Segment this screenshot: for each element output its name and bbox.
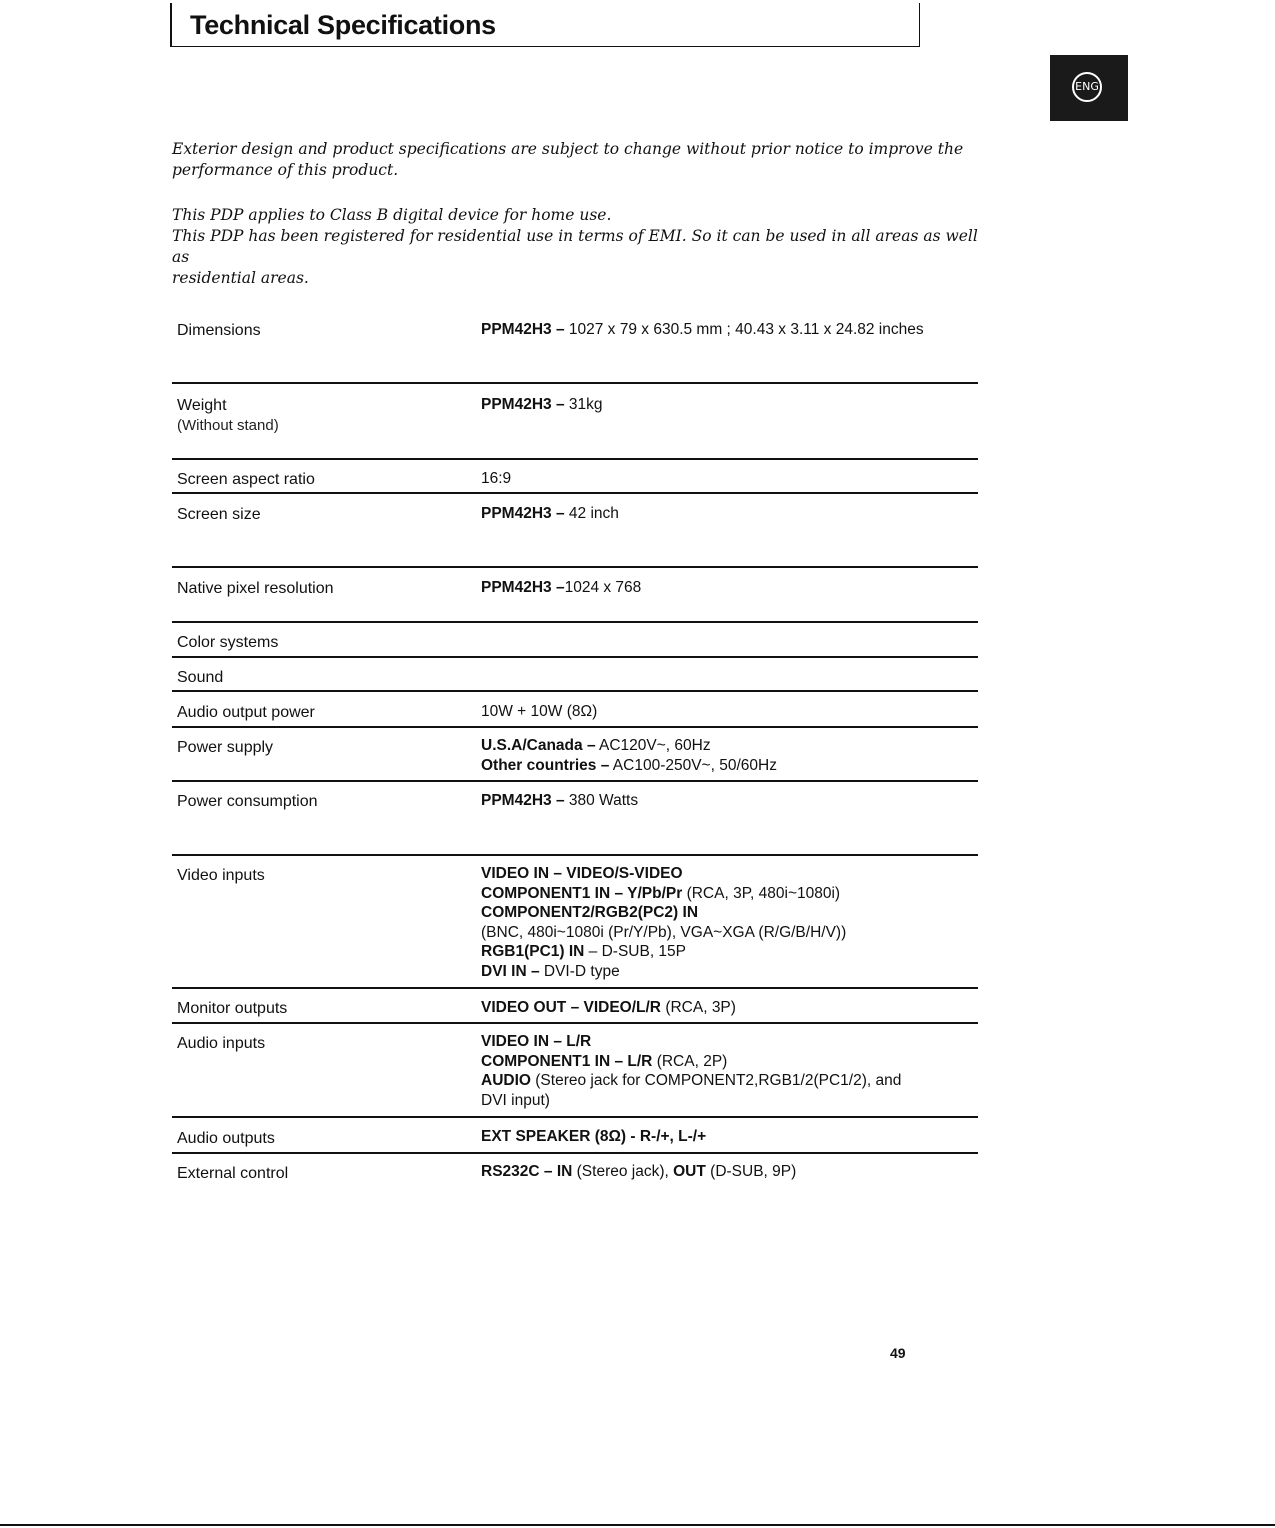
screen-size-model: PPM42H3 – (481, 505, 565, 522)
notice-line-1: Exterior design and product specifications are subject to change without prior notice to improve the (172, 140, 964, 158)
video-inputs-line-6-text: DVI-D type (543, 962, 620, 980)
divider (172, 690, 978, 692)
audio-inputs-line-2-text: (RCA, 2P) (656, 1052, 728, 1070)
notice-line-2: performance of this product. (172, 161, 399, 179)
audio-inputs-line-1: VIDEO IN – L/R (481, 1033, 592, 1050)
aspect-label: Screen aspect ratio (177, 471, 315, 488)
external-control-value (481, 1162, 981, 1182)
dimensions-value (481, 320, 981, 340)
video-inputs-line-6-key: DVI IN – (481, 962, 540, 980)
weight-value (481, 395, 981, 415)
external-control-text-1: (Stereo jack), (576, 1163, 669, 1180)
language-tab (1050, 55, 1128, 121)
divider (172, 458, 978, 460)
video-inputs-value (481, 864, 981, 982)
dimensions-label: Dimensions (177, 322, 261, 339)
divider (172, 566, 978, 568)
power-supply-label: Power supply (177, 739, 274, 756)
eng-badge-icon: ENG (1072, 72, 1102, 102)
power-us-text: AC120V~, 60Hz (599, 737, 711, 754)
video-inputs-line-1: VIDEO IN – VIDEO/S-VIDEO (481, 865, 683, 882)
weight-model: PPM42H3 – (481, 396, 565, 413)
power-supply-value (481, 736, 981, 775)
monitor-outputs-text: (RCA, 3P) (665, 999, 736, 1016)
divider (172, 1022, 978, 1024)
sound-label: Sound (177, 669, 224, 686)
power-consumption-value (481, 791, 981, 811)
audio-outputs-label: Audio outputs (177, 1130, 275, 1147)
page-title: Technical Specifications (190, 10, 496, 40)
divider (172, 621, 978, 623)
screen-size-label: Screen size (177, 506, 261, 523)
monitor-outputs-key: VIDEO OUT – VIDEO/L/R (481, 999, 661, 1016)
video-inputs-line-2-key: COMPONENT1 IN – Y/Pb/Pr (481, 884, 683, 902)
external-control-key-1: RS232C – IN (481, 1163, 573, 1180)
power-consumption-text: 380 Watts (568, 792, 639, 809)
divider (172, 854, 978, 856)
class-line-2: This PDP has been registered for residential use in terms of EMI. So it can be used in all areas as well as (172, 227, 978, 266)
power-other-key: Other countries – (481, 756, 610, 774)
video-inputs-label: Video inputs (177, 867, 265, 884)
resolution-text: 1024 x 768 (564, 579, 642, 596)
audio-inputs-label: Audio inputs (177, 1035, 266, 1052)
weight-label-text: Weight (177, 397, 227, 414)
divider (172, 780, 978, 782)
weight-text: 31kg (568, 396, 603, 413)
power-us-key: U.S.A/Canada – (481, 737, 596, 754)
divider (172, 726, 978, 728)
divider (172, 492, 978, 494)
resolution-label: Native pixel resolution (177, 580, 334, 597)
power-consumption-model: PPM42H3 – (481, 792, 565, 809)
power-consumption-label: Power consumption (177, 793, 318, 810)
divider (172, 656, 978, 658)
video-inputs-line-3: COMPONENT2/RGB2(PC2) IN (481, 904, 699, 922)
video-inputs-line-2-text: (RCA, 3P, 480i~1080i) (686, 884, 841, 902)
monitor-outputs-value (481, 998, 981, 1018)
color-systems-label: Color systems (177, 634, 279, 651)
audio-inputs-line-3-key: AUDIO (481, 1072, 531, 1090)
class-line-1: This PDP applies to Class B digital device for home use. (172, 206, 612, 224)
audio-inputs-line-2-key: COMPONENT1 IN – L/R (481, 1052, 653, 1070)
video-inputs-line-5-text: – D-SUB, 15P (588, 943, 687, 961)
external-control-text-2: (D-SUB, 9P) (710, 1163, 797, 1180)
divider (172, 987, 978, 989)
divider (172, 382, 978, 384)
audio-inputs-line-4: DVI input) (481, 1091, 550, 1109)
page-number: 49 (890, 1345, 906, 1361)
monitor-outputs-label: Monitor outputs (177, 1000, 288, 1017)
resolution-model: PPM42H3 – (481, 579, 565, 596)
notice-paragraph (172, 139, 992, 181)
weight-label (177, 396, 467, 436)
resolution-value (481, 578, 981, 598)
audio-inputs-line-3-text: (Stereo jack for COMPONENT2,RGB1/2(PC1/2), and (535, 1072, 902, 1090)
bottom-edge-rule (0, 1524, 1275, 1526)
video-inputs-line-4: (BNC, 480i~1080i (Pr/Y/Pb), VGA~XGA (R/G/B/H/V)) (481, 923, 847, 941)
class-line-3: residential areas. (172, 269, 309, 287)
video-inputs-line-5-key: RGB1(PC1) IN (481, 943, 585, 961)
audio-outputs-value: EXT SPEAKER (8Ω) - R-/+, L-/+ (481, 1128, 707, 1145)
dimensions-model: PPM42H3 – (481, 321, 565, 338)
divider (172, 1116, 978, 1118)
external-control-key-2: OUT (673, 1163, 706, 1180)
divider (172, 1152, 978, 1154)
screen-size-value (481, 504, 981, 524)
weight-sublabel: (Without stand) (177, 417, 279, 434)
aspect-value: 16:9 (481, 470, 512, 487)
power-other-text: AC100-250V~, 50/60Hz (612, 756, 777, 774)
dimensions-text: 1027 x 79 x 630.5 mm ; 40.43 x 3.11 x 24.82 inches (568, 321, 924, 338)
audio-power-label: Audio output power (177, 704, 315, 721)
class-paragraph (172, 205, 992, 289)
audio-power-value: 10W + 10W (8Ω) (481, 703, 598, 720)
screen-size-text: 42 inch (568, 505, 619, 522)
external-control-label: External control (177, 1165, 289, 1182)
title-box (170, 3, 920, 47)
audio-inputs-value (481, 1032, 981, 1110)
